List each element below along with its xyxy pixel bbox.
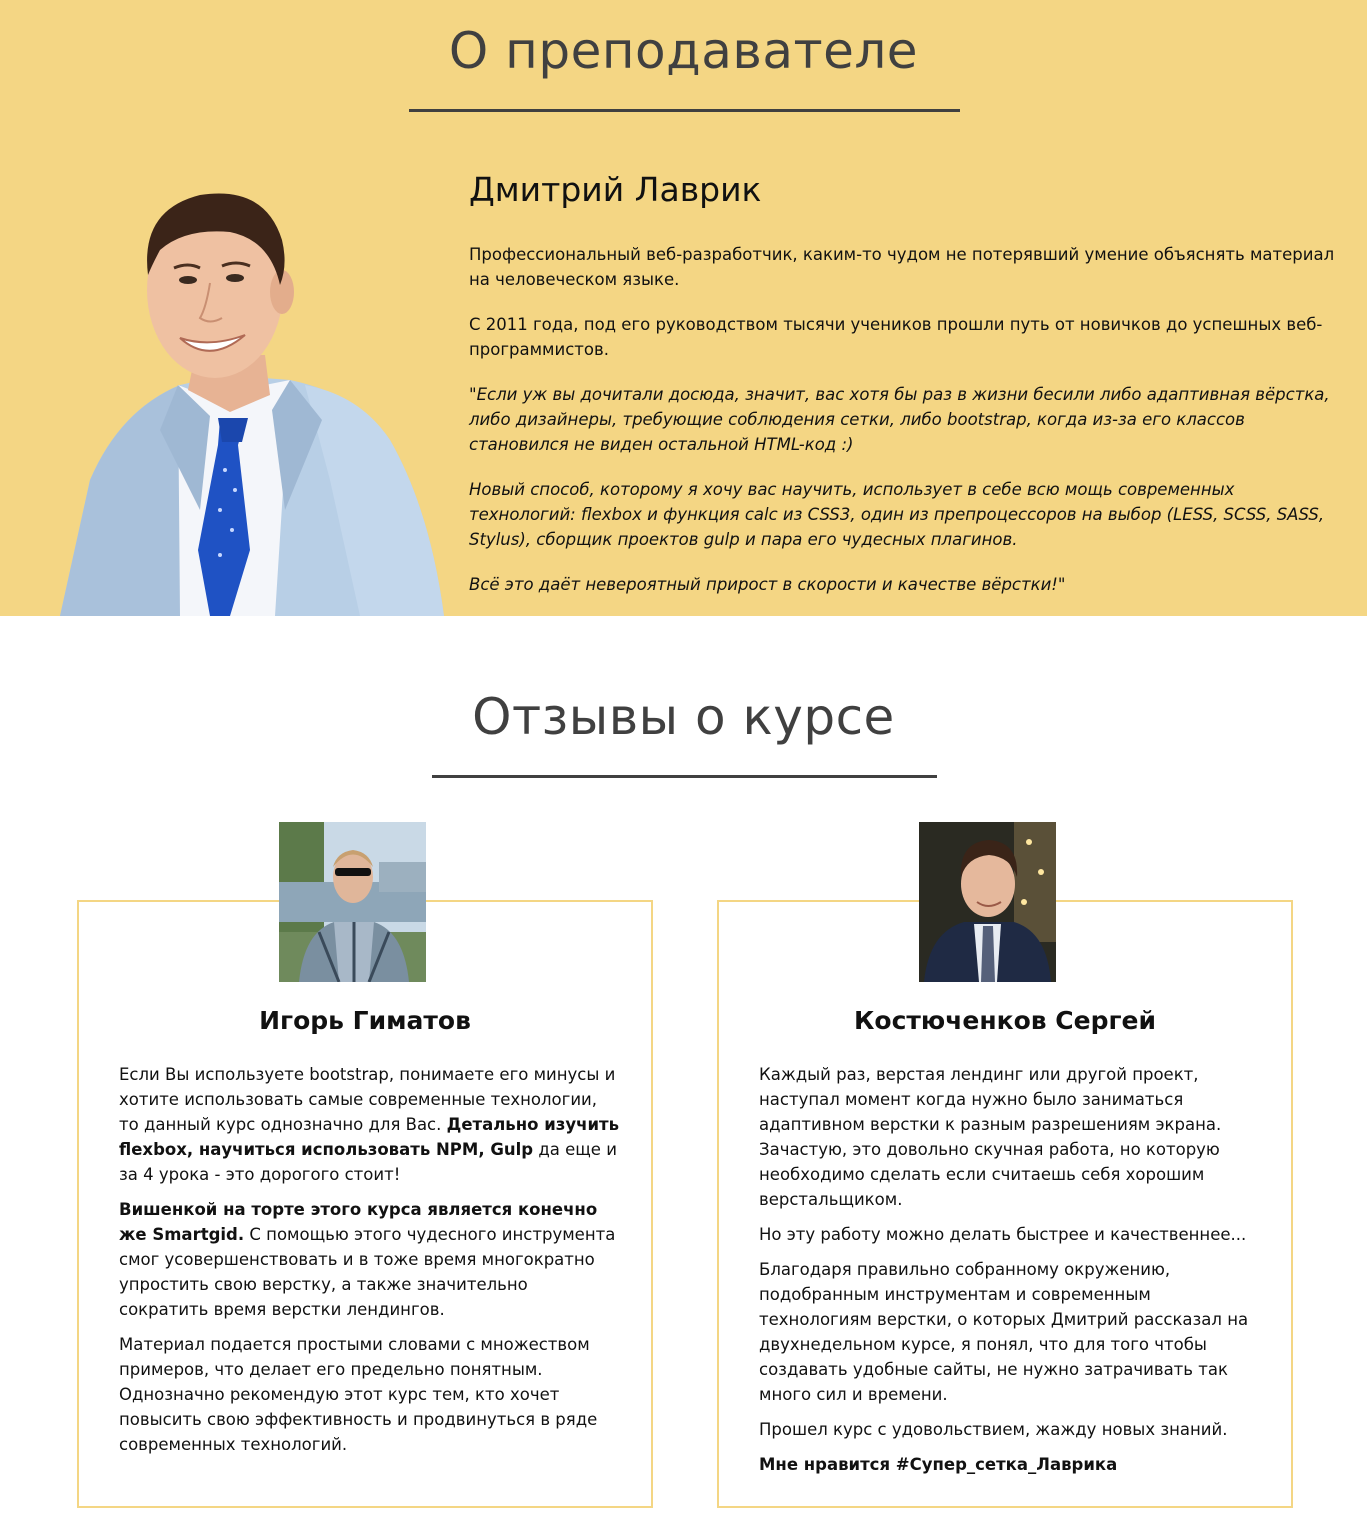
- review-card: [77, 900, 653, 1508]
- teacher-section: [0, 0, 1367, 616]
- reviews-heading-underline: [432, 775, 937, 778]
- review-paragraph: Если Вы используете bootstrap, понимаете его минусы и хотите использовать самые современные технологии, то данный курс однозначно для Вас. Детально изучить flexbox, научиться использовать NPM, Gulp да еще и за 4 урока - это дорогого стоит!: [119, 1065, 619, 1184]
- reviewer-name: Костюченков Сергей: [853, 1006, 1156, 1035]
- teacher-quote-paragraph: Всё это даёт невероятный прирост в скорости и качестве вёрстки!": [469, 575, 1066, 594]
- review-text: [759, 1062, 1259, 1487]
- reviews-heading: Отзывы о курсе: [472, 688, 895, 746]
- teacher-bio: [469, 242, 1341, 617]
- reviewer-avatar: [919, 822, 1056, 982]
- review-text: [119, 1062, 619, 1467]
- review-paragraph: Материал подается простыми словами с множеством примеров, что делает его предельно понятным. Однозначно рекомендую этот курс тем, кто хочет повысить свою эффективность и продвинуться в ряде современных технологий.: [119, 1335, 598, 1454]
- teacher-heading: О преподавателе: [448, 22, 919, 80]
- teacher-bio-paragraph: Профессиональный веб-разработчик, каким-то чудом не потерявший умение объяснять материал на человеческом языке.: [469, 245, 1335, 289]
- review-paragraph: Прошел курс с удовольствием, жажду новых знаний.: [759, 1420, 1228, 1439]
- teacher-photo: [60, 180, 450, 616]
- teacher-quote-paragraph: Новый способ, которому я хочу вас научить, использует в себе всю мощь современных технологий: flexbox и функция calc из CSS3, один из препроцессоров на выбор (LESS, SCSS, SASS, Stylus), сборщик проектов gulp и пара его чудесных плагинов.: [469, 480, 1325, 549]
- reviewer-avatar: [279, 822, 426, 982]
- review-paragraph: Но эту работу можно делать быстрее и качественнее...: [759, 1225, 1247, 1244]
- teacher-heading-underline: [409, 109, 960, 112]
- teacher-bio-paragraph: С 2011 года, под его руководством тысячи учеников прошли путь от новичков до успешных веб-программистов.: [469, 315, 1323, 359]
- teacher-quote-paragraph: "Если уж вы дочитали досюда, значит, вас хотя бы раз в жизни бесили либо адаптивная вёрстка, либо дизайнеры, требующие соблюдения сетки, либо bootstrap, когда из-за его классов становился не виден остальной HTML-код :): [469, 385, 1330, 454]
- reviewer-name: Игорь Гиматов: [259, 1006, 471, 1035]
- review-paragraph: Мне нравится #Супер_сетка_Лаврика: [759, 1455, 1118, 1474]
- review-paragraph: Каждый раз, верстая лендинг или другой проект, наступал момент когда нужно было заниматься адаптивном верстки к разным разрешениям экрана. Зачастую, это довольно скучная работа, но которую необходимо сделать если считаешь себя хорошим верстальщиком.: [759, 1065, 1222, 1209]
- teacher-name: Дмитрий Лаврик: [469, 170, 762, 209]
- review-paragraph: Вишенкой на торте этого курса является конечно же Smartgid. С помощью этого чудесного инструмента смог усовершенствовать и в тоже время многократно упростить свою верстку, а также значительно сократить время верстки лендингов.: [119, 1200, 616, 1319]
- review-card: [717, 900, 1293, 1508]
- review-paragraph: Благодаря правильно собранному окружению, подобранным инструментам и современным технологиям верстки, о которых Дмитрий рассказал на двухнедельном курсе, я понял, что для того чтобы создавать удобные сайты, не нужно затрачивать так много сил и времени.: [759, 1260, 1249, 1404]
